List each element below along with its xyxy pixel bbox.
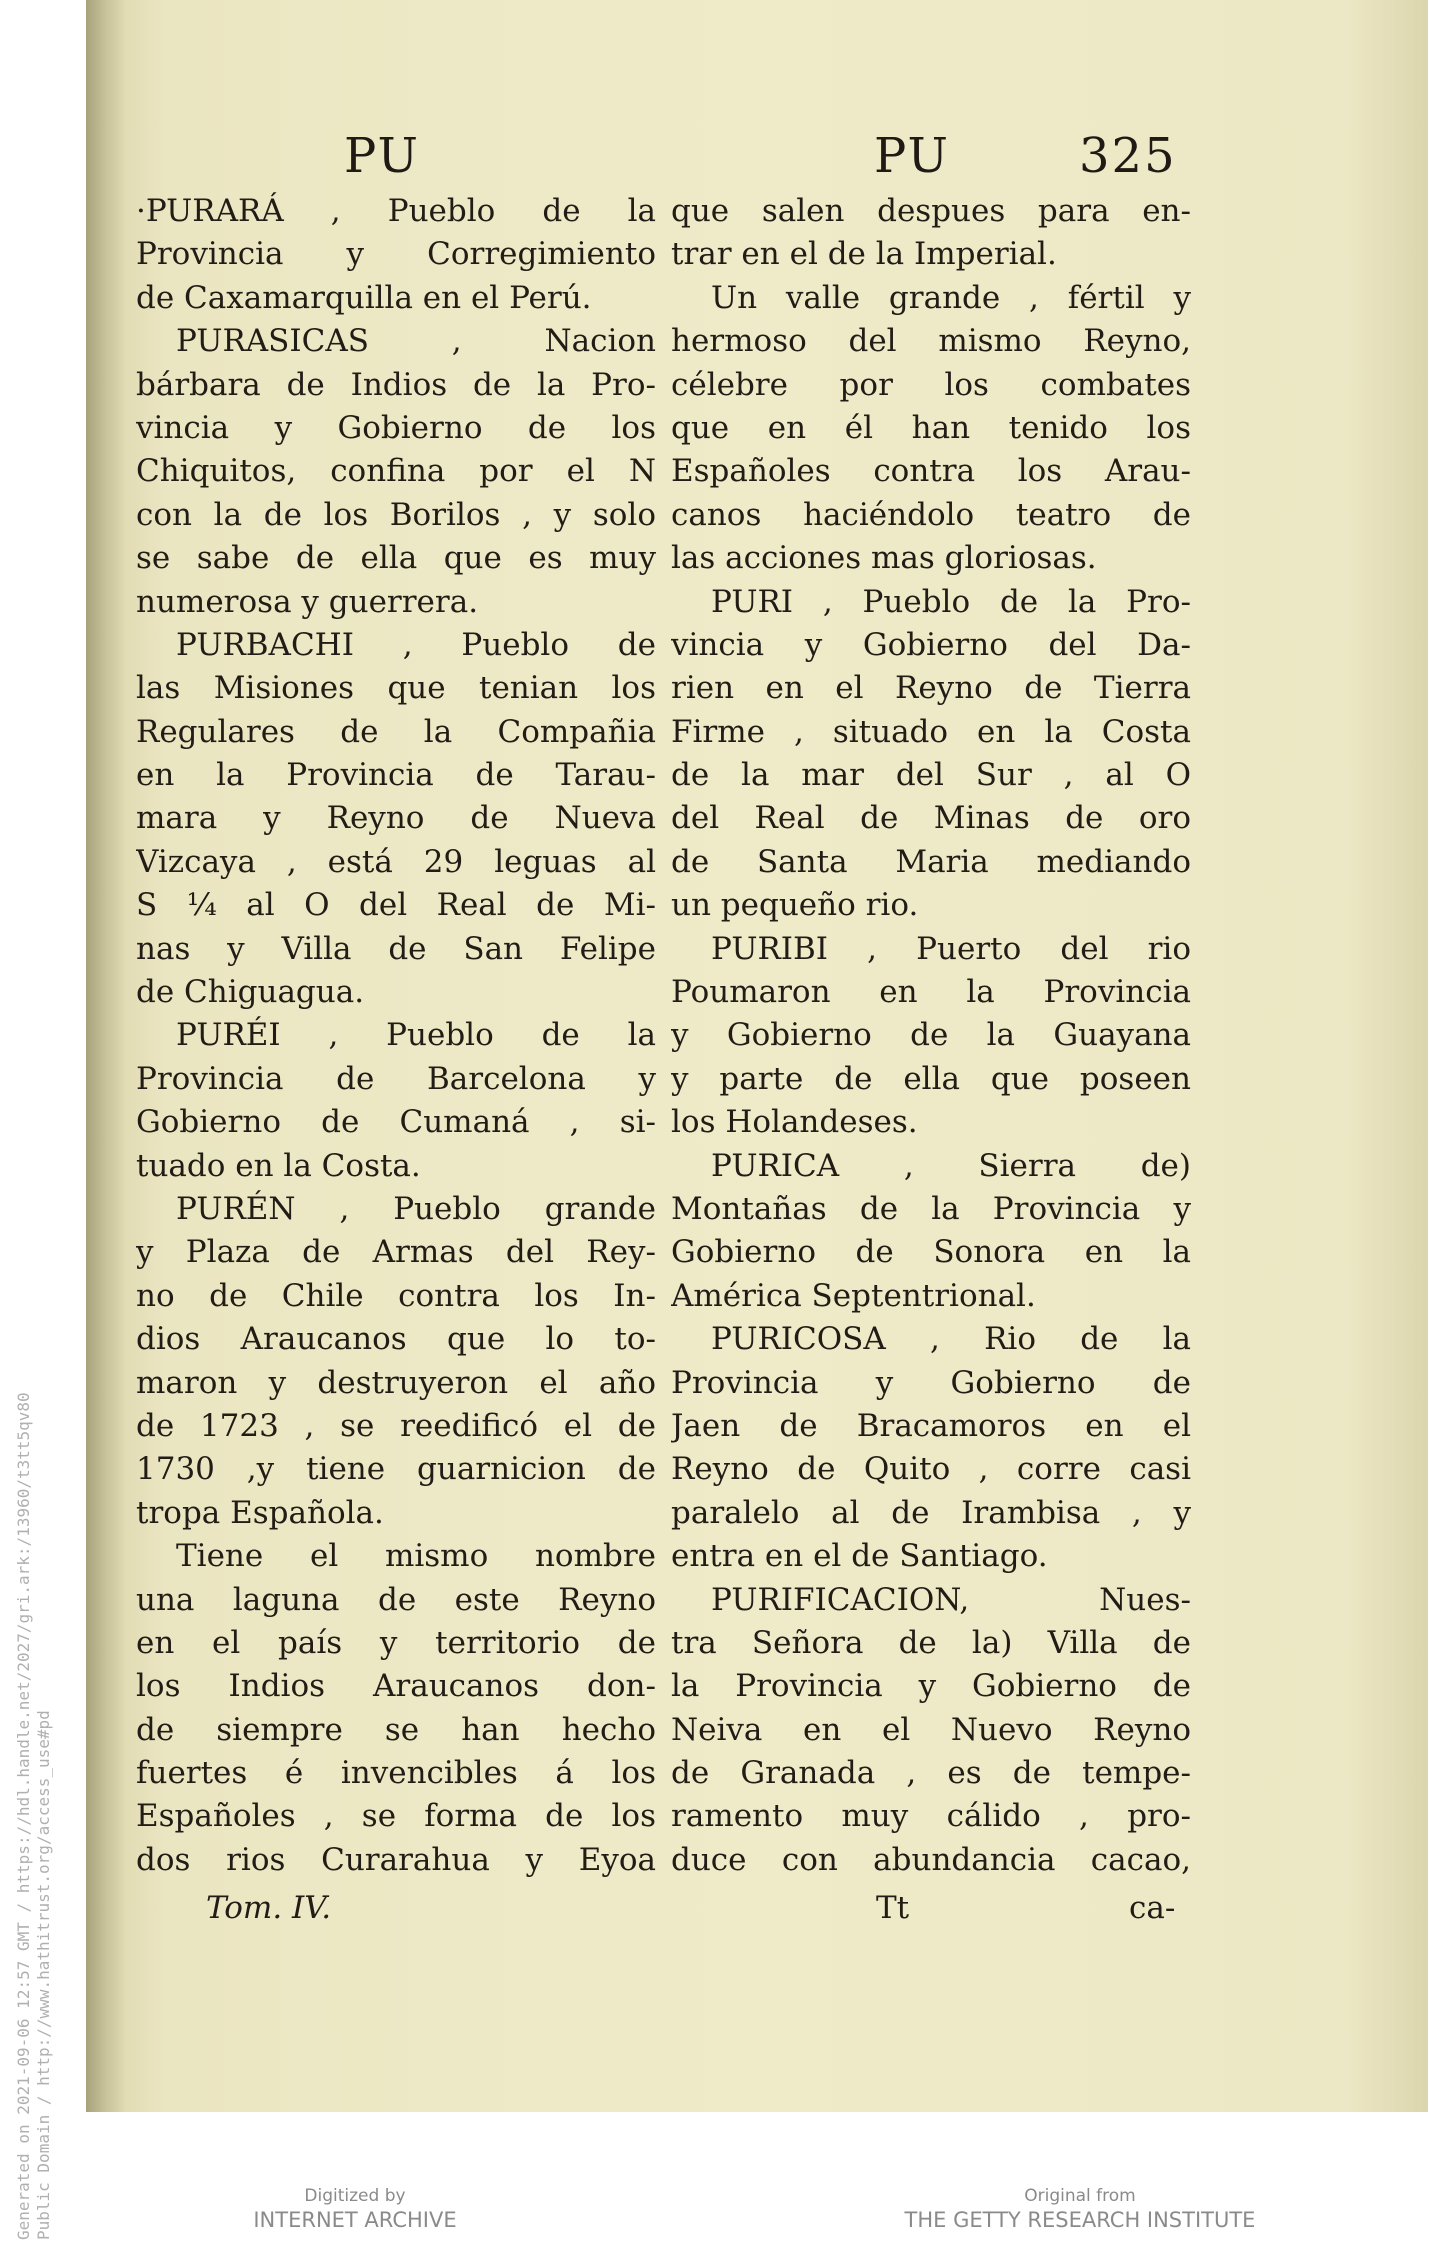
text-line: PURÉI , Pueblo de la: [176, 1017, 656, 1054]
text-line: PURASICAS , Nacion: [176, 323, 656, 360]
text-line: Poumaron en la Provincia: [671, 974, 1191, 1011]
text-line: Españoles contra los Arau-: [671, 453, 1191, 490]
text-line: con la de los Borilos , y solo: [136, 496, 656, 533]
generation-watermark: [14, 1100, 54, 2240]
text-line: mara y Reyno de Nueva: [136, 800, 656, 837]
text-line: Españoles , se forma de los: [136, 1798, 656, 1835]
watermark-line-2: Public Domain / http://www.hathitrust.org/access_use#pd: [34, 1710, 53, 2240]
running-head-left: PU: [344, 128, 420, 184]
text-line: de 1723 , se reedificó el de: [136, 1407, 656, 1444]
text-line: en la Provincia de Tarau-: [136, 757, 656, 794]
text-line: entra en el de Santiago.: [671, 1538, 1048, 1575]
volume-signature: Tom. IV.: [206, 1890, 332, 1926]
text-line: vincia y Gobierno del Da-: [671, 626, 1191, 663]
text-line: la Provincia y Gobierno de: [671, 1668, 1191, 1705]
text-line: de la mar del Sur , al O: [671, 757, 1191, 794]
text-line: los Indios Araucanos don-: [136, 1668, 656, 1705]
text-line: Un valle grande , fértil y: [711, 279, 1191, 316]
text-line: Provincia de Barcelona y: [136, 1060, 656, 1097]
page-number: 325: [1079, 128, 1177, 184]
text-line: Firme , situado en la Costa: [671, 713, 1191, 750]
text-line: célebre por los combates: [671, 366, 1191, 403]
text-line: PURICOSA , Rio de la: [711, 1321, 1191, 1358]
text-line: y Plaza de Armas del Rey-: [136, 1234, 656, 1271]
text-line: Neiva en el Nuevo Reyno: [671, 1711, 1191, 1748]
text-line: PURI , Pueblo de la Pro-: [711, 583, 1191, 620]
text-line: del Real de Minas de oro: [671, 800, 1191, 837]
text-line: Provincia y Gobierno de: [671, 1364, 1191, 1401]
text-line: de siempre se han hecho: [136, 1711, 656, 1748]
internet-archive-name: INTERNET ARCHIVE: [253, 2208, 457, 2232]
text-line: las Misiones que tenian los: [136, 670, 656, 707]
text-line: dos rios Curarahua y Eyoa: [136, 1841, 656, 1878]
text-line: duce con abundancia cacao,: [671, 1841, 1191, 1878]
text-line: PURICA , Sierra de): [711, 1147, 1191, 1184]
text-line: paralelo al de Irambisa , y: [671, 1494, 1191, 1531]
text-line: PURIFICACION, Nues-: [711, 1581, 1191, 1618]
text-line: dios Araucanos que lo to-: [136, 1321, 656, 1358]
getty-institute-name: THE GETTY RESEARCH INSTITUTE: [904, 2208, 1256, 2232]
text-line: no de Chile contra los In-: [136, 1277, 656, 1314]
text-line: vincia y Gobierno de los: [136, 409, 656, 446]
text-line: Gobierno de Cumaná , si-: [136, 1104, 656, 1141]
text-line: se sabe de ella que es muy: [136, 540, 656, 577]
text-line: Jaen de Bracamoros en el: [671, 1407, 1191, 1444]
text-line: rien en el Reyno de Tierra: [671, 670, 1191, 707]
text-line: América Septentrional.: [671, 1277, 1036, 1314]
text-line: Gobierno de Sonora en la: [671, 1234, 1191, 1271]
text-line: en el país y territorio de: [136, 1624, 656, 1661]
text-line: y parte de ella que poseen: [671, 1060, 1191, 1097]
text-line: las acciones mas gloriosas.: [671, 540, 1097, 577]
text-line: Chiquitos, confina por el N: [136, 453, 656, 490]
text-line: PURBACHI , Pueblo de: [176, 626, 656, 663]
signature-mark: Tt: [876, 1890, 910, 1926]
text-line: fuertes é invencibles á los: [136, 1755, 656, 1792]
text-line: ramento muy cálido , pro-: [671, 1798, 1191, 1835]
text-line: numerosa y guerrera.: [136, 583, 479, 620]
text-line: S ¼ al O del Real de Mi-: [136, 887, 656, 924]
running-head-right: PU: [874, 128, 950, 184]
text-line: ·PURARÁ , Pueblo de la: [136, 193, 656, 229]
book-page: [86, 0, 1428, 2112]
text-line: que salen despues para en-: [671, 193, 1191, 229]
left-text-column: [136, 190, 656, 1882]
text-line: tropa Española.: [136, 1494, 384, 1531]
text-line: que en él han tenido los: [671, 409, 1191, 446]
text-line: 1730 ,y tiene guarnicion de: [136, 1451, 656, 1488]
text-line: Montañas de la Provincia y: [671, 1190, 1191, 1227]
right-text-column: [671, 190, 1191, 1882]
text-line: de Caxamarquilla en el Perú.: [136, 279, 592, 316]
text-line: nas y Villa de San Felipe: [136, 930, 656, 967]
text-line: maron y destruyeron el año: [136, 1364, 656, 1401]
text-line: y Gobierno de la Guayana: [671, 1017, 1191, 1054]
text-line: trar en el de la Imperial.: [671, 236, 1057, 273]
watermark-line-1: Generated on 2021-09-06 12:57 GMT / https://hdl.handle.net/2027/gri.ark:/13960/t3tt5qv80: [14, 1392, 33, 2240]
text-line: de Chiguagua.: [136, 974, 365, 1011]
digitized-by-label: Digitized by: [304, 2186, 406, 2206]
text-line: Tiene el mismo nombre: [176, 1538, 656, 1575]
text-line: un pequeño rio.: [671, 887, 919, 924]
text-line: tra Señora de la) Villa de: [671, 1624, 1191, 1661]
text-line: Regulares de la Compañia: [136, 713, 656, 750]
text-line: los Holandeses.: [671, 1104, 918, 1141]
text-line: una laguna de este Reyno: [136, 1581, 656, 1618]
text-line: Reyno de Quito , corre casi: [671, 1451, 1191, 1488]
text-line: tuado en la Costa.: [136, 1147, 421, 1184]
original-from-label: Original from: [1024, 2186, 1136, 2206]
text-line: bárbara de Indios de la Pro-: [136, 366, 656, 403]
text-line: de Santa Maria mediando: [671, 843, 1191, 880]
text-line: PURIBI , Puerto del rio: [711, 930, 1191, 967]
text-line: Provincia y Corregimiento: [136, 236, 656, 273]
text-line: hermoso del mismo Reyno,: [671, 323, 1191, 360]
page-gutter-shadow: [86, 0, 126, 2112]
text-line: Vizcaya , está 29 leguas al: [136, 843, 656, 880]
text-line: canos haciéndolo teatro de: [671, 496, 1191, 533]
text-line: de Granada , es de tempe-: [671, 1755, 1191, 1792]
text-line: PURÉN , Pueblo grande: [176, 1190, 656, 1227]
catchword: ca-: [1129, 1890, 1176, 1926]
